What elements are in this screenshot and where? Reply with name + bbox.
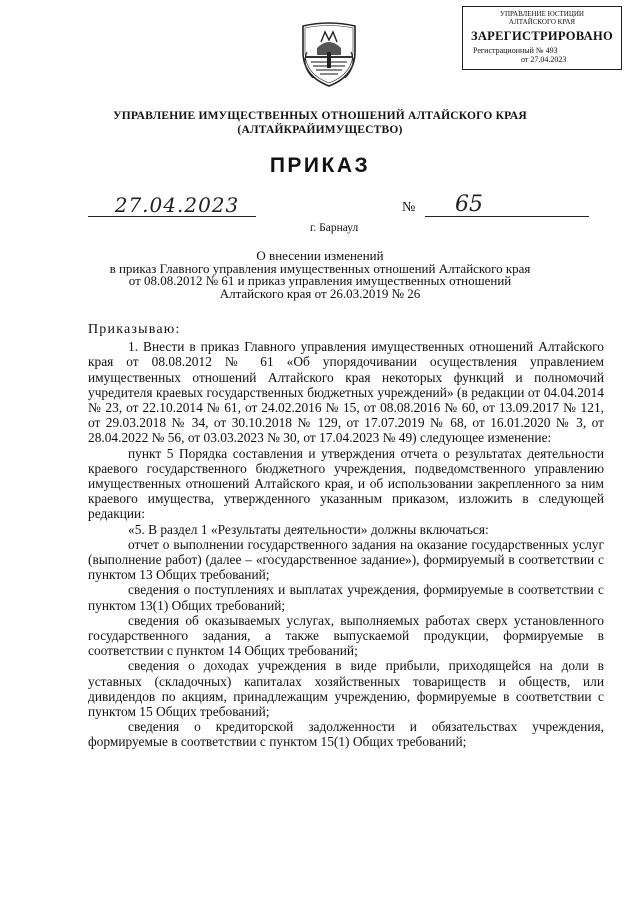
- organization-abbreviation: (АЛТАЙКРАЙИМУЩЕСТВО): [237, 124, 403, 136]
- paragraph: «5. В раздел 1 «Результаты деятельности» должны включаться:: [128, 521, 489, 537]
- subject-line: Алтайского края от 26.03.2019 № 26: [219, 285, 421, 301]
- stamp-status: ЗАРЕГИСТРИРОВАНО: [470, 29, 614, 43]
- paragraph: 1. Внести в приказ Главного управления имущественных отношений Алтайского края от 08.08.2012 № 61 «Об упорядочивании осуществления управлением имущественных отношений Алтайского края некоторых функций и полномочий учредителя краевых государственных бюджетных учреждений» (в редакции от 04.04.2014 № 23, от 22.10.2014 № 61, от 24.02.2016 № 15, от 08.08.2016 № 60, от 13.09.2017 № 121, от 29.03.2018 № 34, от 30.10.2018 № 129, от 17.07.2019 № 68, от 16.01.2020 № 3, от 28.04.2022 № 56, от 03.03.2023 № 30, от 17.04.2023 № 49) следующее изменение:: [88, 339, 604, 446]
- organization-name: УПРАВЛЕНИЕ ИМУЩЕСТВЕННЫХ ОТНОШЕНИЙ АЛТАЙСКОГО КРАЯ: [113, 110, 527, 122]
- subject-line: от 08.08.2012 № 61 и приказ управления имущественных отношений: [128, 273, 512, 288]
- document-subject: [40, 250, 600, 300]
- paragraph: сведения о доходах учреждения в виде прибыли, приходящейся на доли в уставных (складочных) капиталах хозяйственных товариществ и обществ, или дивидендов по акциям, принадлежащим учреждению, формируемые в соответствии с пунктом 15 Общих требований;: [88, 658, 604, 720]
- coat-of-arms-icon: [297, 22, 361, 88]
- city: г. Барнаул: [310, 222, 359, 234]
- number-underline: [425, 216, 589, 217]
- paragraph: пункт 5 Порядка составления и утверждения отчета о результатах деятельности краевого государственного бюджетного учреждения, подведомственного управлению имущественных отношений Алтайского края, и об использовании закрепленного за ним краевого имущества, утвержденного указанным приказом, изложить в следующей редакции:: [88, 445, 604, 522]
- document-type-title: ПРИКАЗ: [269, 154, 371, 177]
- paragraph: сведения об оказываемых услугах, выполняемых работах сверх установленного государственного задания, а также выпускаемой продукции, формируемые в соответствии с пунктом 14 Общих требований;: [88, 612, 604, 659]
- stamp-reg-number: Регистрационный № 493: [473, 46, 558, 55]
- paragraph: отчет о выполнении государственного задания на оказание государственных услуг (выполнение работ) (далее – «государственное задание»), формируемый в соответствии с пунктом 13 Общих требований;: [88, 536, 604, 583]
- order-word: Приказываю:: [88, 322, 181, 337]
- stamp-line2: АЛТАЙСКОГО КРАЯ: [508, 18, 576, 26]
- paragraph: сведения о поступлениях и выплатах учреждения, формируемые в соответствии с пунктом 13(1) Общих требований;: [88, 582, 604, 613]
- handwritten-number: 65: [455, 192, 483, 217]
- subject-line: О внесении изменений: [256, 248, 384, 263]
- stamp-date: от 27.04.2023: [521, 55, 567, 64]
- paragraph: сведения о кредиторской задолженности и обязательствах учреждения, формируемые в соответствии с пунктом 15(1) Общих требований;: [88, 719, 604, 750]
- stamp-line1: УПРАВЛЕНИЕ ЮСТИЦИИ: [500, 10, 584, 18]
- number-label: №: [402, 200, 416, 215]
- date-underline: [88, 216, 256, 217]
- subject-line: в приказ Главного управления имущественных отношений Алтайского края: [109, 260, 531, 276]
- handwritten-date: 27.04.2023: [114, 193, 240, 217]
- document-body: [88, 322, 604, 750]
- registration-stamp: [462, 6, 622, 70]
